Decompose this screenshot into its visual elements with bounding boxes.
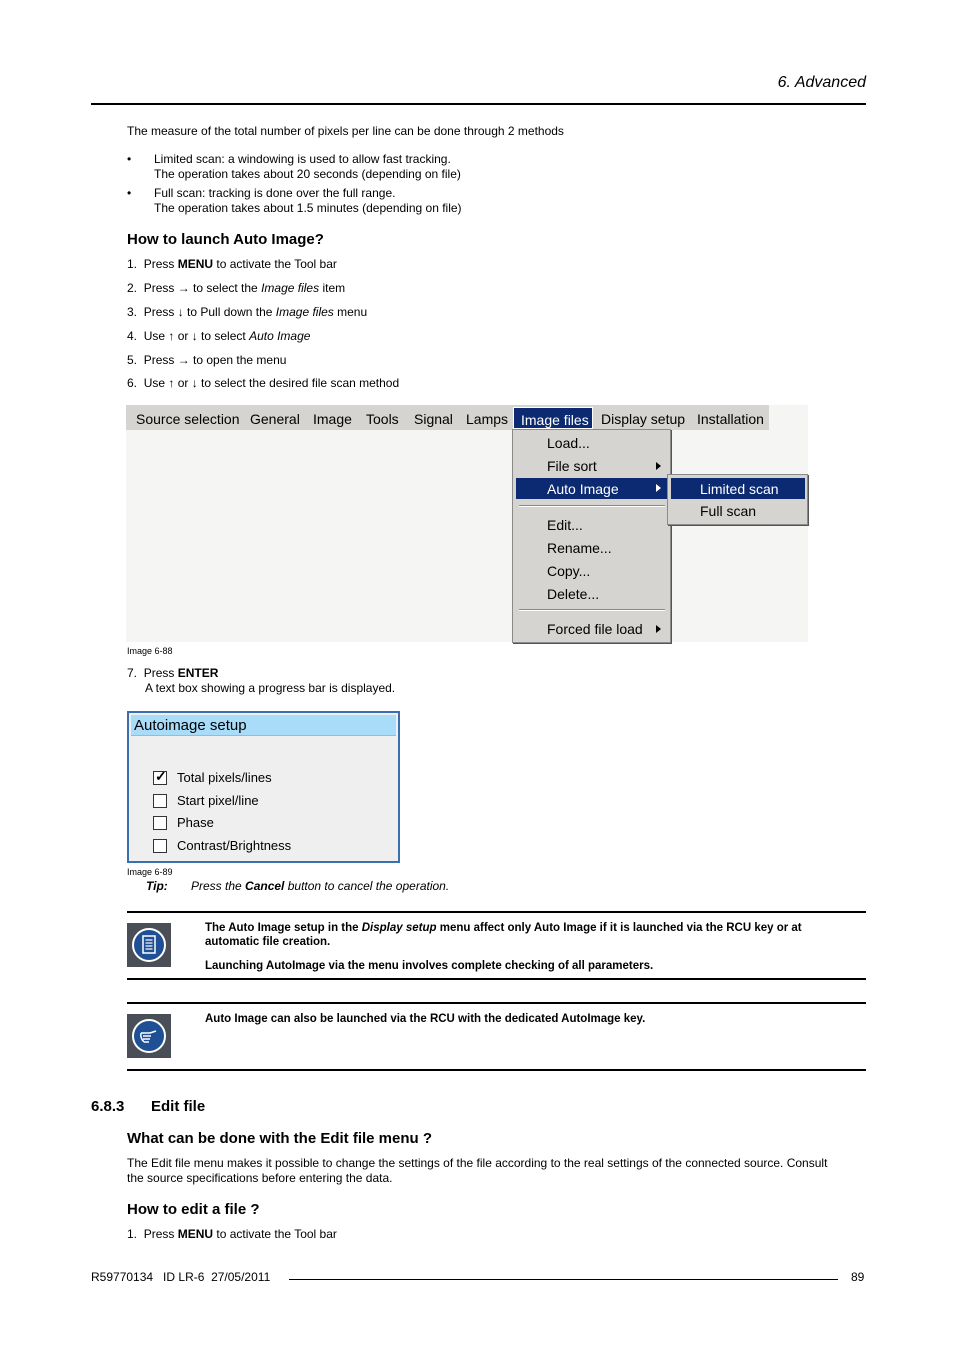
note-2-text: Auto Image can also be launched via the RCU with the dedicated AutoImage key. <box>205 1013 646 1025</box>
note-icon-circle <box>132 928 166 962</box>
bullet-mark: • <box>127 152 132 166</box>
text-line: The Edit file menu makes it possible to change the settings of the file according to the real settings of the connected source. Consult <box>127 1156 828 1170</box>
auto-image-submenu <box>667 474 808 525</box>
edit-file-description <box>127 1156 827 1186</box>
step-2 <box>127 281 345 296</box>
step-text: Use ↑ or ↓ to select the desired file scan method <box>143 376 400 390</box>
step-text: to activate the Tool bar <box>213 257 337 271</box>
bullet-full-scan <box>154 186 462 216</box>
note-rule-top <box>127 911 866 913</box>
menu-separator <box>519 609 665 611</box>
bullet-line: The operation takes about 1.5 minutes (depending on file) <box>154 201 462 215</box>
step-text: Press <box>143 1227 178 1241</box>
tip-text-part: button to cancel the operation. <box>284 879 450 893</box>
figure-caption: Image 6-88 <box>127 646 173 656</box>
menu-display-setup[interactable]: Display setup <box>601 411 686 427</box>
step-text: to activate the Tool bar <box>213 1227 337 1241</box>
option-label: Start pixel/line <box>177 793 259 808</box>
step-number: 4. <box>127 329 138 343</box>
step-3 <box>127 305 367 320</box>
dropdown-rename[interactable]: Rename... <box>547 540 612 556</box>
tip <box>146 879 168 894</box>
note-icon <box>127 923 171 967</box>
option-label: Phase <box>177 815 214 830</box>
dropdown-auto-image-label: Auto Image <box>547 481 619 497</box>
note-rule-bottom <box>127 1069 866 1071</box>
hand-pointer-icon <box>134 1021 164 1051</box>
note-icon-circle <box>132 1019 166 1053</box>
section-title: Edit file <box>151 1098 206 1115</box>
running-header: 6. Advanced <box>777 74 866 91</box>
text-line: the source specifications before entering the data. <box>127 1171 393 1185</box>
note-1-para-1 <box>205 921 867 935</box>
bullet-line: The operation takes about 20 seconds (depending on file) <box>154 167 461 181</box>
tip-note-icon <box>127 1014 171 1058</box>
dropdown-auto-image[interactable] <box>516 478 667 499</box>
header-rule <box>91 103 866 105</box>
step-5 <box>127 353 286 368</box>
note-text-part: menu affect only Auto Image if it is launched via the RCU key or at <box>436 922 802 934</box>
footer-doc-id: R59770134 ID LR-6 27/05/2011 <box>91 1270 271 1284</box>
menu-general[interactable]: General <box>250 411 300 427</box>
heading-what-can-be-done: What can be done with the Edit file menu ? <box>127 1130 433 1147</box>
dropdown-load[interactable]: Load... <box>547 435 590 451</box>
figure-caption: Image 6-89 <box>127 867 173 877</box>
checkbox[interactable] <box>153 816 167 830</box>
dropdown-forced-file-load[interactable]: Forced file load <box>547 621 643 637</box>
step-key: ENTER <box>177 666 219 680</box>
heading-how-to-launch: How to launch Auto Image? <box>127 231 324 248</box>
step-1 <box>127 257 337 272</box>
step-number: 2. <box>127 281 138 295</box>
note-1-para-1-cont: automatic file creation. <box>205 936 331 948</box>
option-label: Contrast/Brightness <box>177 838 292 853</box>
dialog-title: Autoimage setup <box>134 717 247 734</box>
step-text: Press <box>143 666 178 680</box>
menu-bar <box>126 405 769 430</box>
note-1-text <box>205 921 867 973</box>
submenu-arrow-icon <box>656 625 661 633</box>
step-6 <box>127 376 399 391</box>
submenu-limited-scan-label: Limited scan <box>700 481 779 497</box>
menu-image-files-label: Image files <box>521 412 589 428</box>
step-text: Press → to open the menu <box>143 353 287 367</box>
bullet-limited-scan <box>154 152 461 182</box>
checkbox[interactable] <box>153 839 167 853</box>
step-number: 5. <box>127 353 138 367</box>
dialog-title-bar <box>131 715 396 736</box>
tip-label: Tip: <box>146 879 168 893</box>
step-number: 6. <box>127 376 138 390</box>
menu-source-selection[interactable]: Source selection <box>136 411 240 427</box>
step-number: 1. <box>127 1227 138 1241</box>
footer-rule <box>289 1279 838 1280</box>
step-key: MENU <box>177 1227 214 1241</box>
note-1-para-2: Launching AutoImage via the menu involves complete checking of all parameters. <box>205 960 654 972</box>
step-text: Press → to select the <box>143 281 262 295</box>
submenu-arrow-icon <box>656 462 661 470</box>
intro-text: The measure of the total number of pixels per line can be done through 2 methods <box>127 124 564 138</box>
bullet-line: Full scan: tracking is done over the full range. <box>154 186 396 200</box>
menu-lamps[interactable]: Lamps <box>466 411 509 427</box>
submenu-arrow-icon <box>656 484 661 492</box>
dropdown-copy[interactable]: Copy... <box>547 563 591 579</box>
note-rule-top <box>127 1002 866 1004</box>
note-text-part: The Auto Image setup in the <box>205 922 362 934</box>
step-7 <box>127 666 218 681</box>
dropdown-delete[interactable]: Delete... <box>547 586 600 602</box>
section-number: 6.8.3 <box>91 1098 125 1115</box>
bullet-mark: • <box>127 186 132 200</box>
tip-text-part: Press the <box>191 879 246 893</box>
tip-text <box>191 879 449 894</box>
menu-installation[interactable]: Installation <box>697 411 764 427</box>
autoimage-setup-dialog <box>127 711 400 863</box>
submenu-full-scan[interactable]: Full scan <box>700 503 757 519</box>
menu-image-files[interactable] <box>513 407 593 429</box>
step-number: 1. <box>127 257 138 271</box>
menu-image[interactable]: Image <box>313 411 352 427</box>
checkbox[interactable] <box>153 794 167 808</box>
step-key: MENU <box>177 257 214 271</box>
edit-step-1 <box>127 1227 337 1242</box>
step-text: item <box>319 281 346 295</box>
step-number: 3. <box>127 305 138 319</box>
menu-separator <box>519 505 665 507</box>
heading-how-to-edit: How to edit a file ? <box>127 1201 260 1218</box>
dropdown-edit[interactable]: Edit... <box>547 517 583 533</box>
step-italic: Image files <box>261 281 320 295</box>
note-rule-bottom <box>127 978 866 980</box>
step-number: 7. <box>127 666 138 680</box>
dropdown-file-sort[interactable]: File sort <box>547 458 597 474</box>
step-italic: Image files <box>275 305 334 319</box>
menu-signal[interactable]: Signal <box>414 411 453 427</box>
step-text: Press ↓ to Pull down the <box>143 305 276 319</box>
image-files-dropdown <box>512 429 671 643</box>
document-icon <box>134 930 164 960</box>
page-number: 89 <box>851 1270 865 1284</box>
menu-tools[interactable]: Tools <box>366 411 399 427</box>
step-7-detail: A text box showing a progress bar is displayed. <box>145 681 396 695</box>
bullet-line: Limited scan: a windowing is used to allow fast tracking. <box>154 152 451 166</box>
note-italic: Display setup <box>361 922 437 934</box>
tip-key: Cancel <box>245 879 285 893</box>
submenu-limited-scan[interactable] <box>671 478 805 499</box>
step-text: menu <box>333 305 368 319</box>
checkbox[interactable] <box>153 768 167 785</box>
checkmark-icon: ✓ <box>155 768 167 784</box>
step-italic: Auto Image <box>249 329 311 343</box>
step-4 <box>127 329 310 344</box>
step-text: Use ↑ or ↓ to select <box>143 329 250 343</box>
option-label: Total pixels/lines <box>177 770 272 785</box>
step-text: Press <box>143 257 178 271</box>
